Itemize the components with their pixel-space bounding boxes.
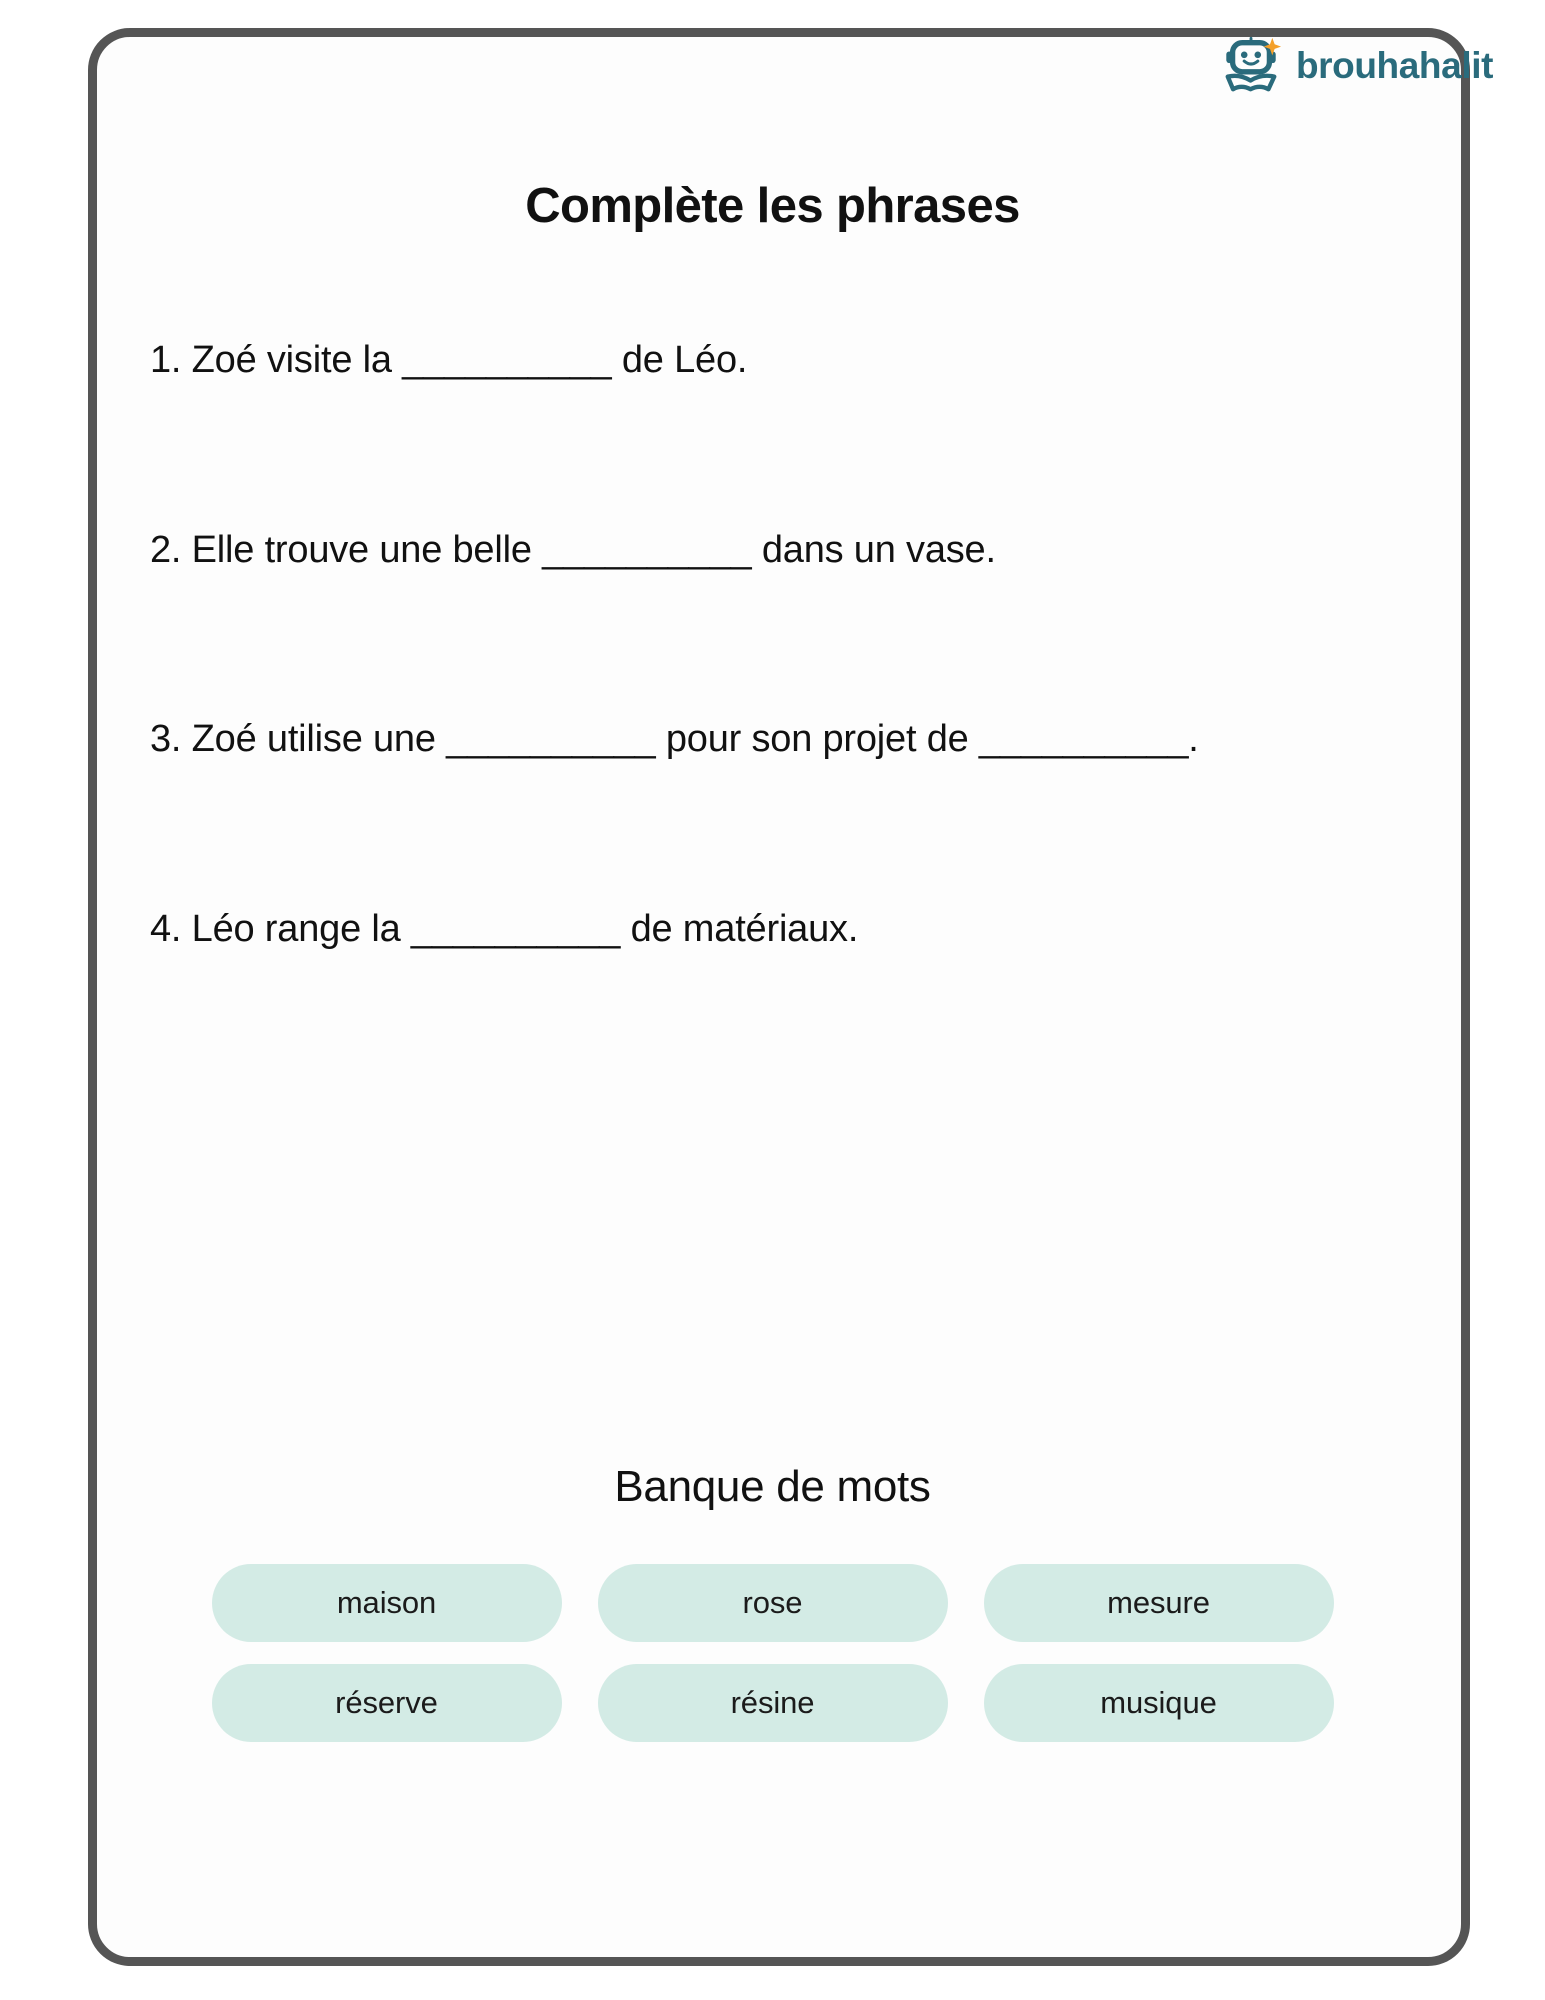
word-bank-pill[interactable]: résine	[598, 1664, 948, 1742]
sentence-item-4: 4. Léo range la __________ de matériaux.	[150, 907, 859, 950]
word-bank-title: Banque de mots	[614, 1462, 931, 1511]
word-bank-pill[interactable]: mesure	[984, 1564, 1334, 1642]
word-bank-pill[interactable]: musique	[984, 1664, 1334, 1742]
sentence-item-3: 3. Zoé utilise une __________ pour son projet de __________.	[150, 718, 1199, 761]
word-bank-pill[interactable]: maison	[212, 1564, 562, 1642]
robot-book-logo-icon	[1220, 34, 1282, 96]
word-bank-grid	[0, 1564, 1545, 1742]
brand-name: brouhahalit	[1295, 44, 1493, 86]
word-bank-pill[interactable]: réserve	[212, 1664, 562, 1742]
brand-logo	[1220, 34, 1493, 96]
word-bank	[0, 1462, 1545, 1742]
sentence-item-2: 2. Elle trouve une belle __________ dans un vase.	[150, 528, 996, 571]
page-title: Complète les phrases	[525, 179, 1020, 233]
sentence-list	[150, 330, 1485, 960]
sentence-item-1: 1. Zoé visite la __________ de Léo.	[150, 339, 748, 381]
word-bank-pill[interactable]: rose	[598, 1564, 948, 1642]
